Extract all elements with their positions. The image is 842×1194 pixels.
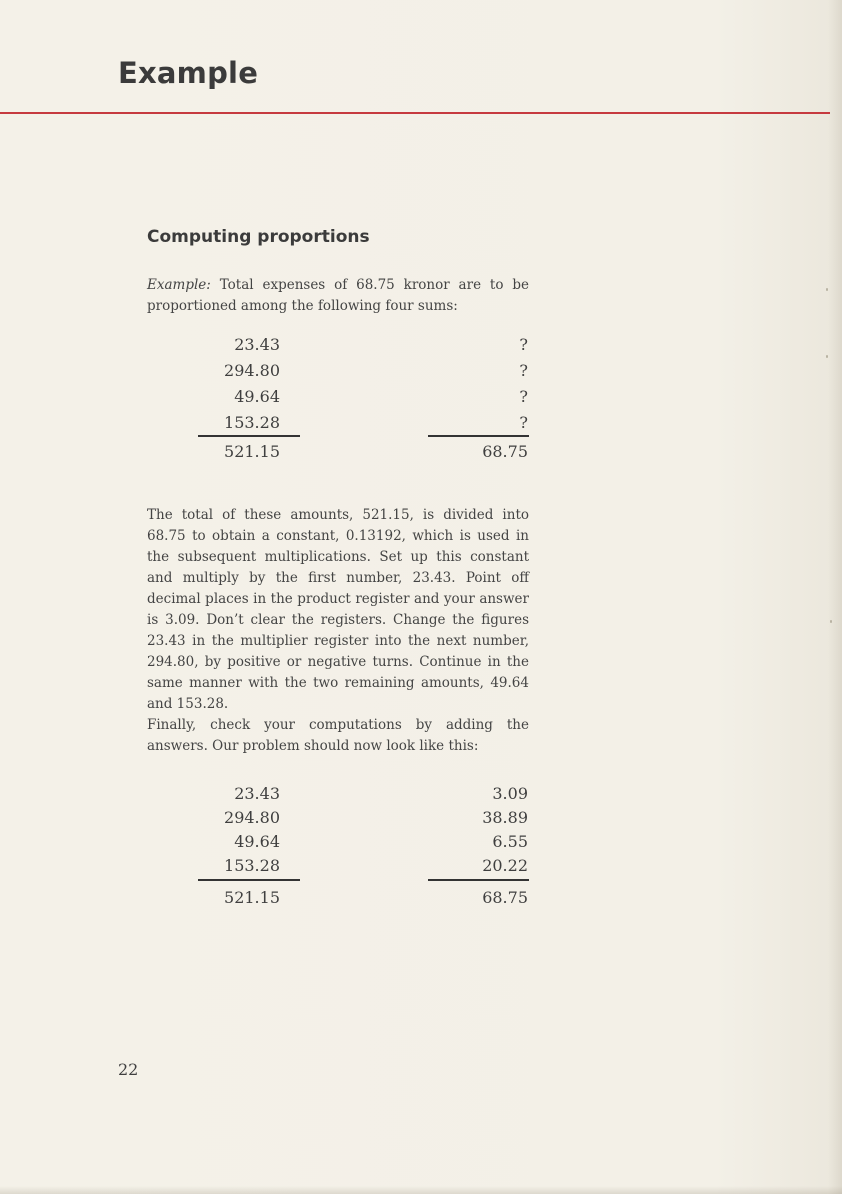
- sum-rule-right: [428, 435, 529, 437]
- table-row: [0, 784, 842, 810]
- body-paragraph-2: Finally, check your computations by adding the answers. Our problem should now look like this:: [147, 717, 529, 754]
- table-cell: 294.80: [224, 808, 280, 827]
- table-total-row: [0, 442, 842, 468]
- table-row: [0, 808, 842, 834]
- table-cell: 38.89: [482, 808, 528, 827]
- sum-rule-right: [428, 879, 529, 881]
- total-cell: 68.75: [482, 888, 528, 907]
- page-edge-shadow: [828, 0, 842, 1194]
- total-cell: 521.15: [224, 442, 280, 461]
- table-cell: ?: [519, 413, 528, 432]
- section-title: Example: [118, 56, 259, 90]
- table-row: [0, 335, 842, 361]
- total-cell: 68.75: [482, 442, 528, 461]
- intro-paragraph: [147, 275, 529, 317]
- sum-rule-left: [198, 435, 300, 437]
- table-cell: 3.09: [492, 784, 528, 803]
- table-row: [0, 413, 842, 439]
- subheading: Computing proportions: [147, 227, 370, 247]
- table-cell: 153.28: [224, 856, 280, 875]
- table-total-row: [0, 888, 842, 914]
- intro-text: Total expenses of 68.75 kronor are to be proportioned among the following four sums:: [147, 277, 529, 314]
- intro-label: Example:: [147, 277, 211, 293]
- table-cell: 6.55: [492, 832, 528, 851]
- table-cell: 20.22: [482, 856, 528, 875]
- table-cell: ?: [519, 361, 528, 380]
- table-cell: 49.64: [234, 832, 280, 851]
- table-row: [0, 832, 842, 858]
- table-cell: 23.43: [234, 784, 280, 803]
- table-cell: 294.80: [224, 361, 280, 380]
- page-number: 22: [118, 1060, 139, 1079]
- table-cell: 49.64: [234, 387, 280, 406]
- table-cell: ?: [519, 335, 528, 354]
- paper-speck: [830, 620, 832, 623]
- table-cell: 153.28: [224, 413, 280, 432]
- sum-rule-left: [198, 879, 300, 881]
- table-row: [0, 387, 842, 413]
- table-row: [0, 856, 842, 882]
- paper-speck: [826, 288, 828, 291]
- header-rule: [0, 112, 830, 114]
- total-cell: 521.15: [224, 888, 280, 907]
- paper-speck: [826, 355, 828, 358]
- table-cell: ?: [519, 387, 528, 406]
- table-row: [0, 361, 842, 387]
- body-paragraph-1: The total of these amounts, 521.15, is divided into 68.75 to obtain a constant, 0.13192, which is used in the subsequent multiplications. Set up this constant and multiply by the first number, 23.43. Point off decimal places in the product register and your answer is 3.09. Don’t clear the registers. Change the figures 23.43 in the multiplier register into the next number, 294.80, by positive or negative turns. Continue in the same manner with the two remaining amounts, 49.64 and 153.28.: [147, 507, 529, 712]
- page-bottom-shadow: [0, 1186, 842, 1194]
- body-text: [147, 505, 529, 757]
- table-cell: 23.43: [234, 335, 280, 354]
